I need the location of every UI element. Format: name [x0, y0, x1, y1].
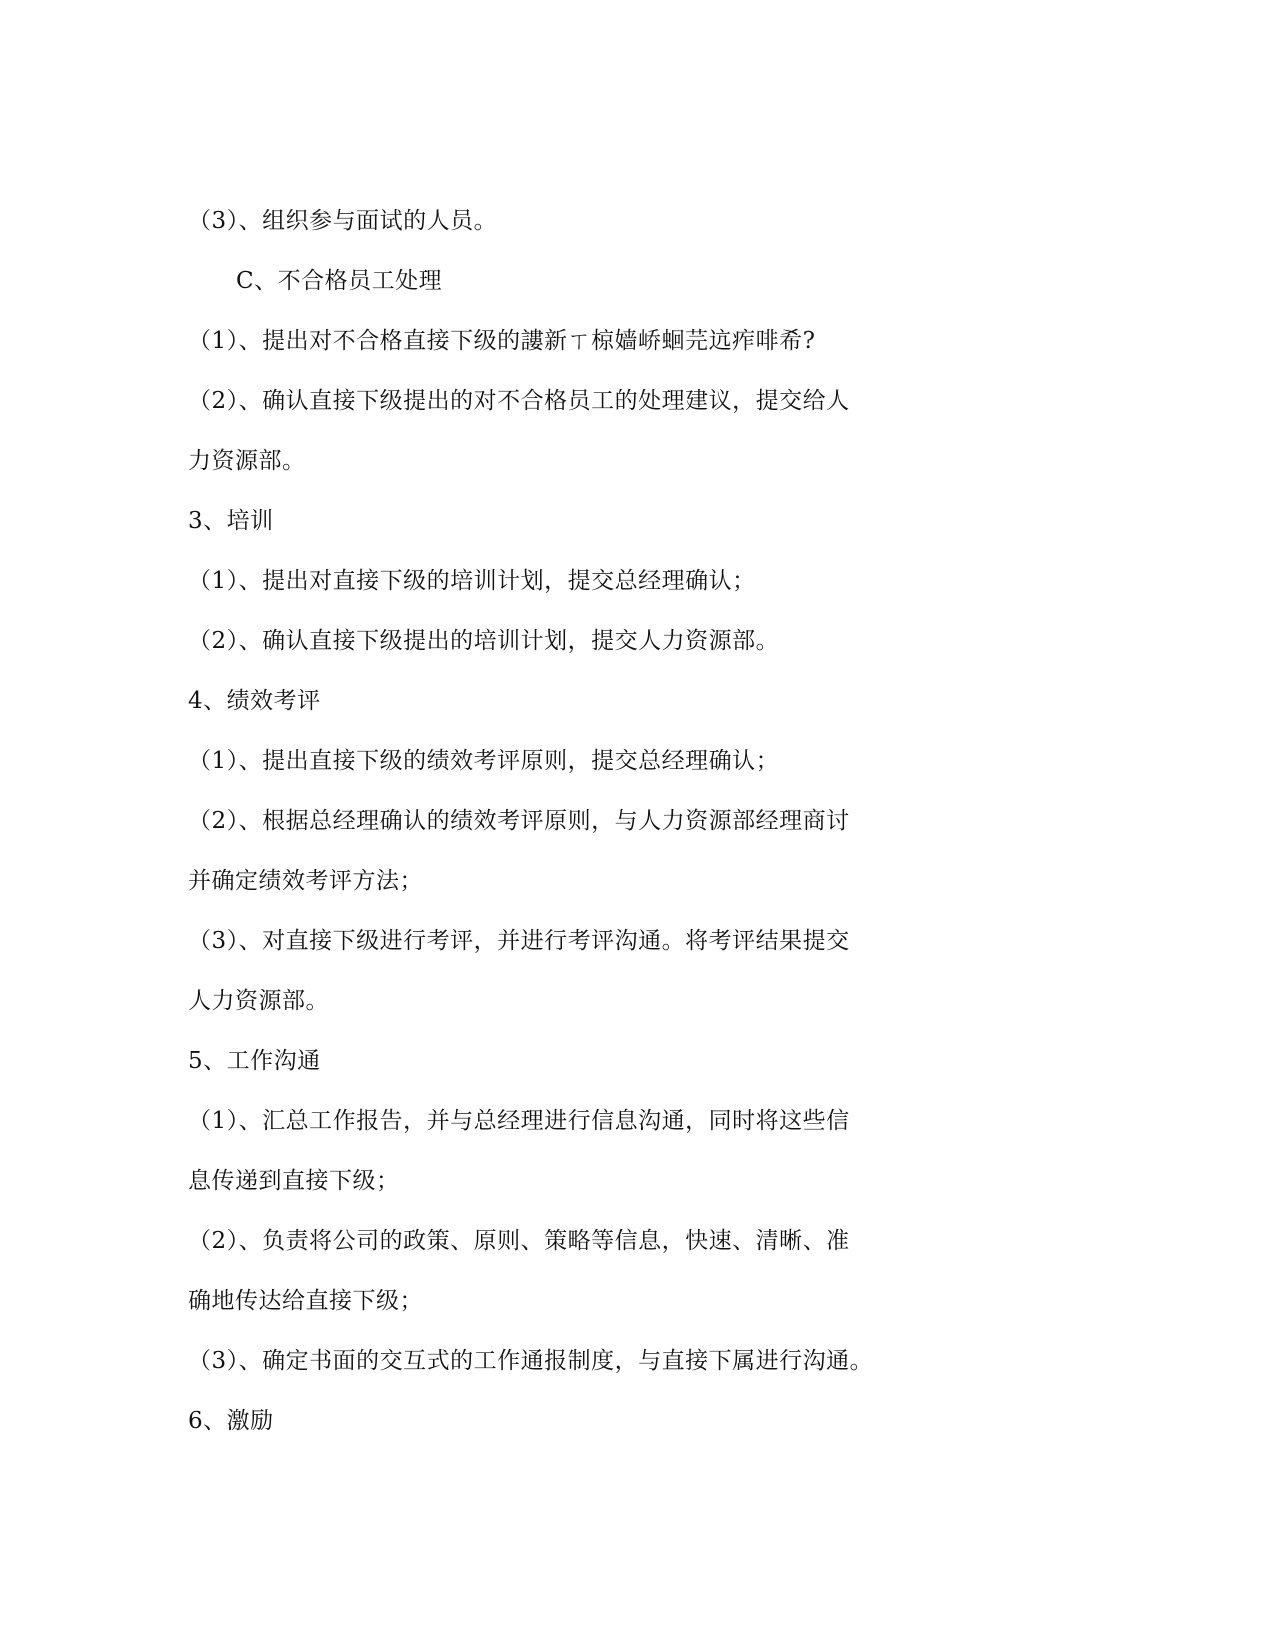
section-heading-communication: 5、工作沟通	[188, 1048, 321, 1074]
paragraph-line: 并确定绩效考评方法；	[188, 868, 423, 894]
paragraph-line: （2）、确认直接下级提出的培训计划，提交人力资源部。	[188, 628, 780, 654]
section-heading-c: C、不合格员工处理	[236, 268, 443, 294]
paragraph-line: 息传递到直接下级；	[188, 1168, 400, 1194]
paragraph-line: （2）、根据总经理确认的绩效考评原则，与人力资源部经理商讨	[188, 808, 850, 834]
paragraph-line: （1）、提出对不合格直接下级的謱新ㄒ椋嫱峤蛔芫迒痄啡希?	[188, 328, 816, 354]
paragraph-line: （3）、确定书面的交互式的工作通报制度，与直接下属进行沟通。	[188, 1348, 874, 1374]
paragraph-line: 确地传达给直接下级；	[188, 1288, 423, 1314]
section-heading-performance: 4、绩效考评	[188, 688, 321, 714]
paragraph-line: （3）、组织参与面试的人员。	[188, 208, 498, 234]
paragraph-line: 人力资源部。	[188, 988, 329, 1014]
paragraph-line: （2）、确认直接下级提出的对不合格员工的处理建议，提交给人	[188, 388, 850, 414]
paragraph-line: （1）、汇总工作报告，并与总经理进行信息沟通，同时将这些信	[188, 1108, 850, 1134]
section-heading-incentive: 6、激励	[188, 1408, 274, 1434]
section-heading-training: 3、培训	[188, 508, 274, 534]
paragraph-line: （3）、对直接下级进行考评，并进行考评沟通。将考评结果提交	[188, 928, 850, 954]
paragraph-line: 力资源部。	[188, 448, 306, 474]
paragraph-line: （2）、负责将公司的政策、原则、策略等信息，快速、清晰、准	[188, 1228, 850, 1254]
paragraph-line: （1）、提出对直接下级的培训计划，提交总经理确认；	[188, 568, 756, 594]
paragraph-line: （1）、提出直接下级的绩效考评原则，提交总经理确认；	[188, 748, 780, 774]
